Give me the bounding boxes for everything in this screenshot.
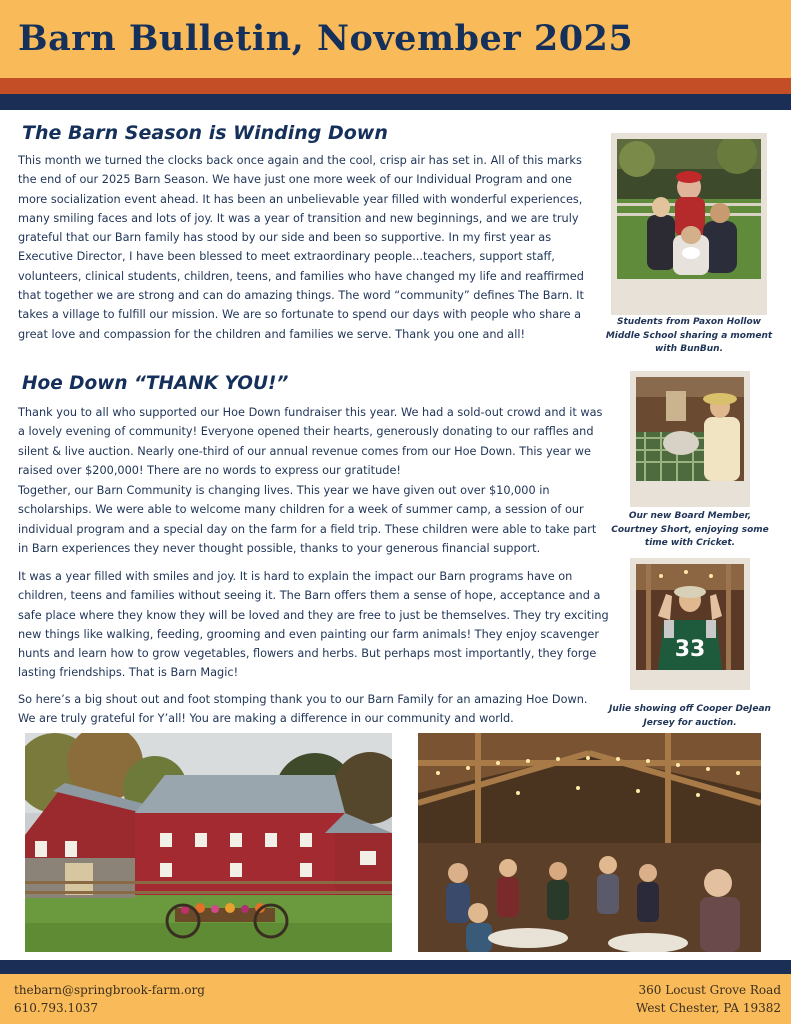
newsletter-title: Barn Bulletin, November 2025 — [18, 18, 634, 59]
paragraph-hoe-down-4: So here’s a big shout out and foot stomping thank you to our Barn Family for an amazing Hoe Down. We are truly grateful for Y’all! You are making a difference in our community and world. — [18, 693, 588, 726]
footer-contact — [14, 981, 205, 1017]
section-title-hoe-down: Hoe Down “THANK YOU!” — [22, 373, 289, 394]
footer-stripe-navy — [0, 960, 791, 974]
paragraph-barn-season: This month we turned the clocks back once again and the cool, crisp air has set in. All of this marks the end of our 2025 Barn Season. We have just one more week of our Individual Program and one more socialization event ahead. It has been an unbelievable year filled with wonderful experiences, many smiling faces and lots of joy. It was a year of transition and new beginnings, and we are truly grateful that our Barn family has stood by our side and been so supportive. In my first year as Executive Director, I have been blessed to meet extraordinary people...teachers, support staff, volunteers, clinical students, children, teens, and families who have changed my life and reaffirmed that together we are strong and can do amazing things. The word “community” defines The Barn. It takes a village to fulfill our mission. We are so fortunate to spend our days with people who share a great love and compassion for the children and families we serve. Thank you one and all! — [18, 154, 584, 341]
paragraph-hoe-down-3: It was a year filled with smiles and joy. It is hard to explain the impact our Barn programs have on children, teens and families without seeing it. The Barn offers them a sense of hope, acceptance and a safe place where they know they will be loved and they are free to just be themselves. They try exciting new things like walking, feeding, grooming and even painting our farm animals! They enjoy scavenger hunts and learn how to grow vegetables, flowers and herbs. But perhaps most importantly, they forge lasting friendships. That is Barn Magic! — [18, 570, 609, 680]
photo-students-bunny — [617, 139, 761, 279]
polaroid-board-member — [630, 371, 750, 507]
paragraph-hoe-down-2: Together, our Barn Community is changing lives. This year we have given out over $10,000 in scholarships. We were able to welcome many children for a week of summer camp, a session of our individual program and a special day on the farm for a field trip. These children were able to take part in Barn experiences they never thought possible, thanks to your generous financial support. — [18, 484, 597, 555]
photo-jersey — [636, 564, 744, 670]
polaroid-students-bunny — [611, 133, 767, 315]
section-title-barn-season: The Barn Season is Winding Down — [22, 122, 388, 144]
footer-email[interactable]: thebarn@springbrook-farm.org — [14, 983, 205, 997]
header-stripe-orange — [0, 78, 791, 94]
paragraph-hoe-down-1: Thank you to all who supported our Hoe Down fundraiser this year. We had a sold-out crowd and it was a lovely evening of community! Everyone opened their hearts, generously donating to our raffles and silent & live auction. Nearly one-third of our annual revenue comes from our Hoe Down. This year we raised over $200,000! There are no words to express our gratitude! — [18, 406, 603, 477]
photo-barn-event — [418, 733, 761, 952]
footer-address — [636, 981, 781, 1017]
photo-board-member — [636, 377, 744, 481]
jersey-number: 33 — [674, 637, 706, 662]
caption-jersey: Julie showing off Cooper DeJean Jersey for auction. — [609, 704, 771, 728]
caption-board-member: Our new Board Member, Courtney Short, enjoying some time with Cricket. — [611, 511, 769, 548]
footer — [0, 974, 791, 1024]
footer-phone: 610.793.1037 — [14, 1001, 98, 1015]
footer-address-line1: 360 Locust Grove Road — [638, 983, 781, 997]
header-stripe-navy — [0, 94, 791, 110]
footer-address-line2: West Chester, PA 19382 — [635, 1001, 781, 1015]
photo-red-barn — [25, 733, 392, 952]
caption-students-bunny: Students from Paxon Hollow Middle School sharing a moment with BunBun. — [605, 317, 773, 354]
polaroid-jersey — [630, 558, 750, 690]
header-banner — [0, 0, 791, 78]
